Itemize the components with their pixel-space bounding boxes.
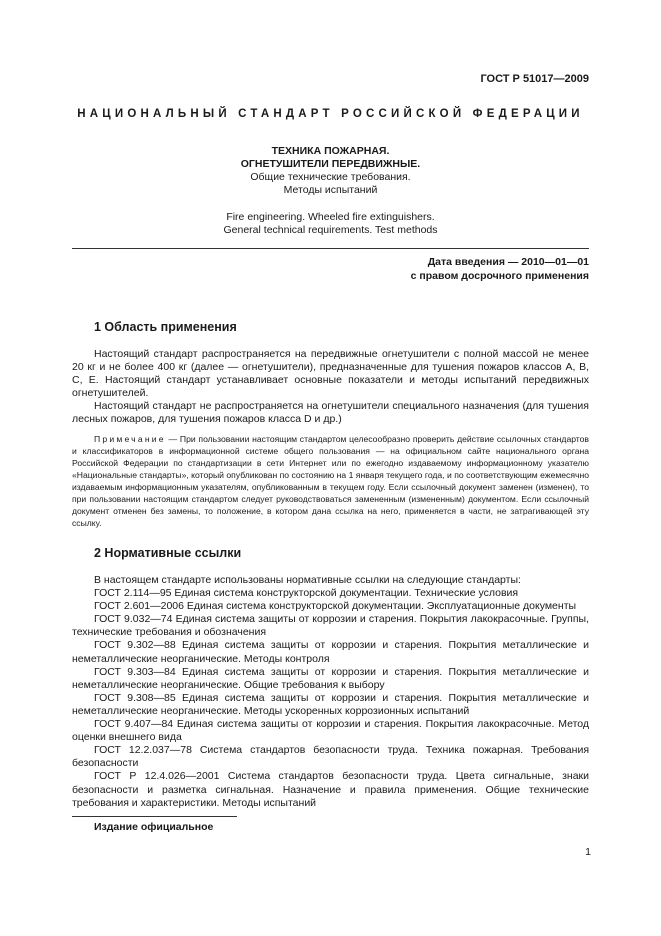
- reference-item: ГОСТ 2.114—95 Единая система конструкторской документации. Технические условия: [94, 587, 519, 600]
- reference-item: ГОСТ 9.308—85 Единая система защиты от коррозии и старения. Покрытия металлические и неметаллические неорганические. Методы ускоренных коррозионных испытаний: [72, 691, 589, 717]
- standard-code: ГОСТ Р 51017—2009: [480, 73, 589, 85]
- national-standard-title: НАЦИОНАЛЬНЫЙ СТАНДАРТ РОССИЙСКОЙ ФЕДЕРАЦИИ: [77, 108, 584, 120]
- introduction-date-line-1: Дата введения — 2010—01—01: [427, 256, 589, 268]
- section-2-heading: 2 Нормативные ссылки: [94, 546, 242, 560]
- english-title: [72, 211, 589, 237]
- note-label: Примечание: [94, 434, 166, 444]
- section-1-heading: 1 Область применения: [94, 320, 237, 334]
- title-divider: [72, 248, 589, 249]
- reference-item: ГОСТ 2.601—2006 Единая система конструкторской документации. Эксплуатационные документы: [94, 600, 577, 613]
- page-number: 1: [585, 846, 591, 858]
- official-edition-label: Издание официальное: [94, 821, 214, 833]
- title-line-3: Общие технические требования.: [250, 171, 411, 183]
- section-1-paragraph-1: Настоящий стандарт распространяется на передвижные огнетушители с полной массой не менее 20 кг и не более 400 кг (далее — огнетушители), предназначенные для тушения пожаров классов А, В, С, Е. Настоящий стандарт устанавливает основные показатели и методы испытаний передвижных огнетушителей.: [72, 348, 589, 399]
- title-line-1: ТЕХНИКА ПОЖАРНАЯ.: [271, 145, 390, 157]
- reference-item: ГОСТ 9.303—84 Единая система защиты от коррозии и старения. Покрытия металлические и неметаллические неорганические. Общие требования к выбору: [72, 665, 589, 691]
- section-1-note: [72, 433, 589, 529]
- note-text: — При пользовании настоящим стандартом целесообразно проверить действие ссылочных стандартов и классификаторов в информационной системе общего пользования — на официальном сайте национального органа Российской Федерации по стандартизации в сети Интернет или по ежегодно издаваемому информационному указателю «Национальные стандарты», который опубликован по состоянию на 1 января текущего года, и по соответствующим ежемесячно издаваемым информационным указателям, опубликованным в текущем году. Если ссылочный документ заменен (изменен), то при пользовании настоящим стандартом следует руководствоваться замененным (измененным) документом. Если ссылочный документ отменен без замены, то положение, в котором дана ссылка на него, применяется в части, не затрагивающей эту ссылку.: [72, 434, 589, 528]
- normative-references: [72, 574, 589, 810]
- english-title-line-1: Fire engineering. Wheeled fire extinguishers.: [226, 211, 435, 223]
- reference-item: ГОСТ 9.407—84 Единая система защиты от коррозии и старения. Покрытия лакокрасочные. Метод оценки внешнего вида: [72, 718, 589, 744]
- section-1-body: [72, 348, 589, 426]
- document-title: [72, 145, 589, 197]
- reference-item: ГОСТ 12.2.037—78 Система стандартов безопасности труда. Техника пожарная. Требования безопасности: [72, 744, 589, 770]
- references-intro: В настоящем стандарте использованы нормативные ссылки на следующие стандарты:: [94, 574, 521, 586]
- reference-item: ГОСТ Р 12.4.026—2001 Система стандартов безопасности труда. Цвета сигнальные, знаки безопасности и разметка сигнальная. Назначение и правила применения. Общие технические требования и характеристики. Методы испытаний: [72, 770, 589, 809]
- title-line-2: ОГНЕТУШИТЕЛИ ПЕРЕДВИЖНЫЕ.: [240, 158, 421, 170]
- introduction-date: [411, 255, 589, 283]
- english-title-line-2: General technical requirements. Test methods: [223, 224, 438, 236]
- title-line-4: Методы испытаний: [283, 184, 378, 196]
- section-1-paragraph-2: Настоящий стандарт не распространяется на огнетушители специального назначения (для тушения лесных пожаров, для тушения пожаров класса D и др.): [72, 400, 589, 425]
- reference-item: ГОСТ 9.302—88 Единая система защиты от коррозии и старения. Покрытия металлические и неметаллические неорганические. Методы контроля: [72, 639, 589, 665]
- footer-divider: [72, 816, 237, 817]
- introduction-date-line-2: с правом досрочного применения: [410, 270, 589, 282]
- reference-item: ГОСТ 9.032—74 Единая система защиты от коррозии и старения. Покрытия лакокрасочные. Группы, технические требования и обозначения: [72, 613, 589, 639]
